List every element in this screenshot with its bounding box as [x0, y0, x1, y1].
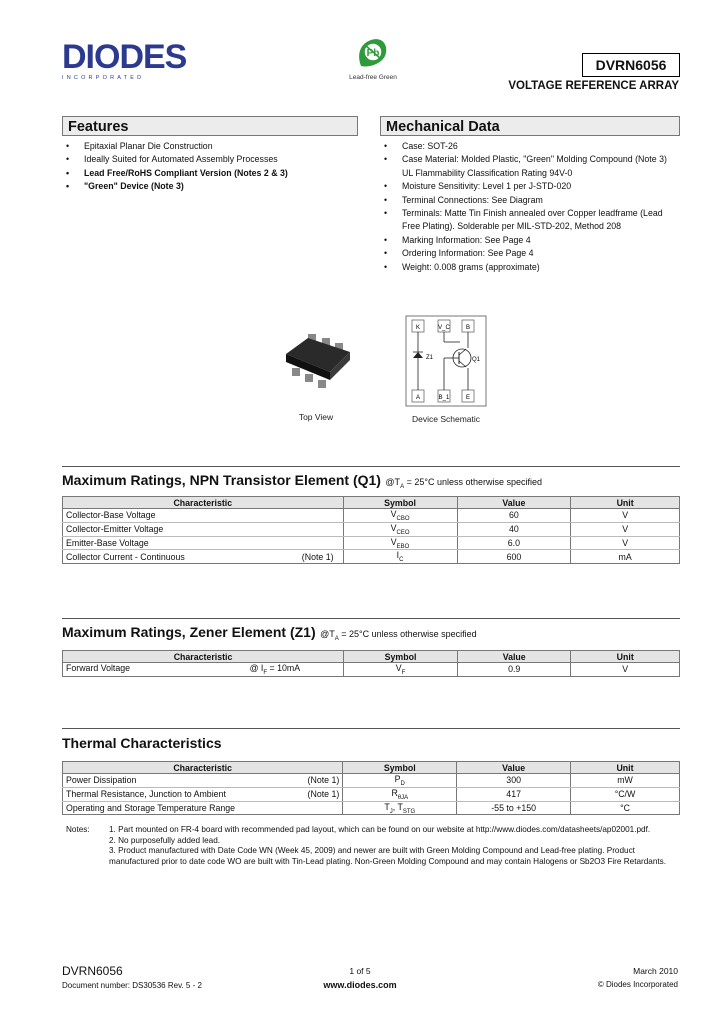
cell-characteristic: Collector Current - Continuous	[66, 551, 185, 562]
cell-symbol: $T_J$, $T_{STG}$	[343, 801, 457, 815]
top-view-caption: Top View	[298, 412, 334, 422]
footer-page: 1 of 5	[349, 966, 371, 976]
footer-website-link[interactable]: www.diodes.com	[323, 980, 397, 990]
notes-section	[66, 825, 686, 867]
note-item: 3. Product manufactured with Date Code WN (Week 45, 2009) and newer are built with Green Molding Compound and Lead-free plating. Product manufactured prior to date code WO are built with Tin-Lead plating. Non-Green Molding Compound and may contain Halogens or Sb2O3 Fire Retardants.	[109, 846, 667, 866]
table-header-row	[63, 762, 680, 774]
footer-part-number: DVRN6056	[62, 964, 123, 978]
footer-doc-number: Document number: DS30536 Rev. 5 - 2	[62, 981, 202, 990]
logo-text: DIODES	[62, 38, 187, 76]
mechanical-item: • Marking Information: See Page 4	[380, 234, 680, 247]
part-number-box: DVRN6056	[582, 53, 680, 77]
mechanical-item: • Ordering Information: See Page 4	[380, 247, 680, 260]
mechanical-item: • Case Material: Molded Plastic, "Green" Molding Compound (Note 3) UL Flammability Classification Rating 94V-0	[380, 153, 680, 180]
cell-value: 40	[457, 522, 571, 536]
cell-symbol: $I_C$	[343, 550, 457, 564]
notes-label: Notes:	[66, 825, 90, 834]
cell-characteristic: Thermal Resistance, Junction to Ambient	[66, 789, 226, 800]
leadfree-label: Lead-free Green	[349, 74, 397, 81]
diodes-logo	[62, 40, 212, 80]
cell-value: 417	[457, 787, 571, 801]
col-unit: Unit	[571, 762, 680, 774]
cell-unit: V	[571, 663, 680, 677]
col-unit: Unit	[571, 651, 680, 663]
features-section	[62, 116, 358, 194]
transistor-label: Q1	[472, 357, 481, 363]
cell-characteristic: Forward Voltage	[66, 663, 131, 673]
leadfree-badge	[346, 36, 400, 81]
npn-ratings-title	[62, 472, 682, 490]
col-symbol: Symbol	[344, 651, 458, 663]
npn-title: Maximum Ratings, NPN Transistor Element (Q1)	[62, 472, 381, 488]
col-symbol: Symbol	[343, 762, 457, 774]
features-heading: Features	[62, 116, 358, 136]
schematic-caption: Device Schematic	[411, 414, 481, 424]
cell-value: 6.0	[457, 536, 571, 550]
cell-unit: mA	[571, 550, 680, 564]
cell-characteristic: Emitter-Base Voltage	[66, 537, 149, 548]
table-row	[63, 522, 680, 536]
mechanical-item: • Terminal Connections: See Diagram	[380, 194, 680, 207]
col-value: Value	[457, 651, 571, 663]
cell-unit: V	[571, 509, 680, 523]
table-row: Collector Current - Continuous (Note 1) $I_C$ 600 mA	[63, 550, 680, 564]
mechanical-heading: Mechanical Data	[380, 116, 680, 136]
leadfree-icon	[353, 36, 393, 68]
cell-symbol: $V_{CBO}$	[343, 509, 457, 523]
table-header-row	[63, 651, 680, 663]
table-row: Power Dissipation (Note 1) $P_D$ 300 mW	[63, 774, 680, 788]
device-schematic	[404, 314, 488, 408]
thermal-title-row	[62, 735, 682, 753]
cell-value: 300	[457, 774, 571, 788]
cell-value: 600	[457, 550, 571, 564]
note-item: 1. Part mounted on FR-4 board with recommended pad layout, which can be found on our website at http://www.diodes.com/datasheets/ap02001.pdf.	[109, 825, 651, 834]
pin-label: B_1	[438, 395, 450, 401]
col-symbol: Symbol	[343, 497, 457, 509]
cell-value: 60	[457, 509, 571, 523]
mechanical-item: • Weight: 0.008 grams (approximate)	[380, 261, 680, 274]
features-list	[62, 140, 358, 194]
mechanical-item: • Case: SOT-26	[380, 140, 680, 153]
npn-condition: $@T_A = 25^\circ C$ unless otherwise specified	[385, 477, 543, 490]
pin-label: E	[465, 395, 471, 401]
cell-symbol: $V_{EBO}$	[343, 536, 457, 550]
pin-label: V_C	[438, 325, 450, 331]
thermal-table	[62, 761, 680, 815]
mechanical-item: • Terminals: Matte Tin Finish annealed over Copper leadframe (Lead Free Plating). Solderable per MIL-STD-202, Method 208	[380, 207, 680, 234]
table-row: Forward Voltage @ $I_F = 10mA$ $V_F$ 0.9 V	[63, 663, 680, 677]
page-subtitle: VOLTAGE REFERENCE ARRAY	[508, 80, 679, 92]
cell-symbol: $V_F$	[344, 663, 458, 677]
divider	[62, 618, 680, 619]
table-row	[63, 536, 680, 550]
zener-condition: $@T_A = 25^\circ C$ unless otherwise specified	[320, 629, 477, 642]
sot26-package-icon	[278, 326, 358, 396]
col-value: Value	[457, 762, 571, 774]
footer-date: March 2010	[633, 966, 678, 976]
cell-unit: V	[571, 536, 680, 550]
npn-ratings-table	[62, 496, 680, 564]
cell-value: 0.9	[457, 663, 571, 677]
table-row	[63, 801, 680, 815]
divider	[62, 466, 680, 467]
col-characteristic: Characteristic	[63, 651, 344, 663]
pin-label: A	[415, 395, 421, 401]
schematic-diagram	[404, 314, 488, 408]
divider	[62, 728, 680, 729]
cell-unit: mW	[571, 774, 680, 788]
zener-ratings-title	[62, 624, 682, 642]
feature-item: • Lead Free/RoHS Compliant Version (Notes 2 & 3)	[62, 167, 358, 180]
table-row: Thermal Resistance, Junction to Ambient (Note 1) $R_{\theta JA}$ 417 °C/W	[63, 787, 680, 801]
cell-value: -55 to +150	[457, 801, 571, 815]
feature-item: • Epitaxial Planar Die Construction	[62, 140, 358, 153]
mechanical-list	[380, 140, 680, 274]
col-characteristic: Characteristic	[63, 762, 343, 774]
cell-characteristic: Operating and Storage Temperature Range	[66, 802, 236, 813]
table-header-row	[63, 497, 680, 509]
logo-subtitle: INCORPORATED	[62, 75, 145, 81]
table-row	[63, 509, 680, 523]
cell-unit: °C/W	[571, 787, 680, 801]
thermal-title: Thermal Characteristics	[62, 735, 222, 751]
leadfree-symbol: Pb	[366, 48, 380, 59]
feature-item: • Ideally Suited for Automated Assembly Processes	[62, 153, 358, 166]
col-characteristic: Characteristic	[63, 497, 344, 509]
col-value: Value	[457, 497, 571, 509]
col-unit: Unit	[571, 497, 680, 509]
note-item: 2. No purposefully added lead.	[109, 835, 221, 845]
cell-symbol: $V_{CEO}$	[343, 522, 457, 536]
cell-symbol: $P_D$	[343, 774, 457, 788]
cell-characteristic: Collector-Emitter Voltage	[66, 524, 164, 535]
feature-item: • "Green" Device (Note 3)	[62, 180, 358, 193]
zener-ratings-table	[62, 650, 680, 677]
cell-symbol: $R_{\theta JA}$	[343, 787, 457, 801]
zener-title: Maximum Ratings, Zener Element (Z1)	[62, 624, 316, 640]
pin-label: B	[465, 325, 471, 331]
pin-label: K	[415, 325, 421, 331]
cell-unit: °C	[571, 801, 680, 815]
cell-characteristic: Power Dissipation	[66, 775, 137, 786]
package-image	[278, 326, 358, 396]
zener-label: Z1	[426, 355, 434, 361]
mechanical-item: • Moisture Sensitivity: Level 1 per J-STD-020	[380, 180, 680, 193]
mechanical-section	[380, 116, 680, 274]
cell-characteristic: Collector-Base Voltage	[66, 510, 156, 521]
footer-copyright: © Diodes Incorporated	[597, 980, 678, 989]
cell-unit: V	[571, 522, 680, 536]
